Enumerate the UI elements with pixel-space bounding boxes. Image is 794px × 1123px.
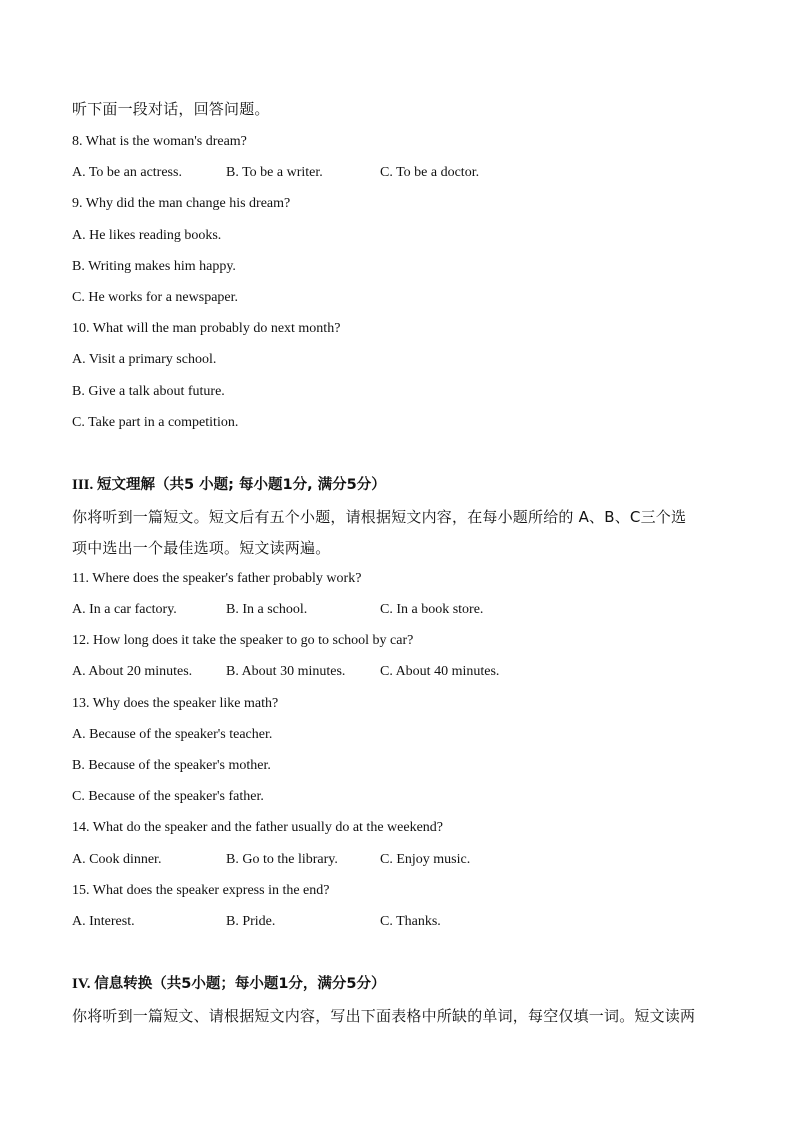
option-b: B. To be a writer. [226,165,323,180]
option-c: C. In a book store. [380,602,484,617]
question-11: 11. Where does the speaker's father probably work? [72,571,362,586]
option-b: B. Give a talk about future. [72,384,225,399]
option-a: A. About 20 minutes. [72,664,193,679]
question-9: 9. Why did the man change his dream? [72,196,291,211]
question-8-options [72,163,672,183]
option-c: C. To be a doctor. [380,165,480,180]
option-a: A. To be an actress. [72,165,182,180]
section-3-number: III. [72,477,98,493]
question-13: 13. Why does the speaker like math? [72,696,279,711]
option-a: A. Cook dinner. [72,852,162,867]
question-14: 14. What do the speaker and the father usually do at the weekend? [72,820,443,835]
question-15-options [72,912,672,932]
option-b: B. Go to the library. [226,852,338,867]
option-c: C. About 40 minutes. [380,664,500,679]
section-3-title [72,475,386,495]
option-a: A. Visit a primary school. [72,352,217,367]
question-12-options [72,662,672,682]
option-c: C. Because of the speaker's father. [72,789,264,804]
option-a: A. In a car factory. [72,602,177,617]
option-c: C. He works for a newspaper. [72,290,239,305]
question-15: 15. What does the speaker express in the end? [72,883,330,898]
question-11-options [72,600,672,620]
option-a: A. He likes reading books. [72,228,222,243]
option-b: B. Pride. [226,914,276,929]
option-a: A. Interest. [72,914,135,929]
option-b: B. Writing makes him happy. [72,259,236,274]
section-4-instruction-line-1: 你将听到一篇短文、请根据短文内容，写出下面表格中所缺的单词，每空仅填一词。短文读两 [72,1007,696,1025]
question-8: 8. What is the woman's dream? [72,134,247,149]
dialogue-instruction: 听下面一段对话，回答问题。 [72,100,270,118]
section-3-instruction-line-2: 项中选出一个最佳选项。短文读两遍。 [72,539,331,557]
option-b: B. About 30 minutes. [226,664,346,679]
option-a: A. Because of the speaker's teacher. [72,727,273,742]
section-3-title-text: 短文理解（共5 小题; 每小题1分, 满分5分） [97,477,386,493]
option-c: C. Thanks. [380,914,441,929]
section-4-title [72,974,386,994]
question-12: 12. How long does it take the speaker to go to school by car? [72,633,414,648]
question-10: 10. What will the man probably do next month? [72,321,341,336]
option-b: B. In a school. [226,602,308,617]
question-14-options [72,850,672,870]
section-4-number: IV. [72,976,95,992]
option-c: C. Take part in a competition. [72,415,239,430]
section-3-instruction-line-1: 你将听到一篇短文。短文后有五个小题，请根据短文内容，在每小题所给的 A、B、C三个选 [72,508,687,526]
option-b: B. Because of the speaker's mother. [72,758,271,773]
section-4-title-text: 信息转换（共5小题；每小题1分，满分5分） [94,976,386,992]
option-c: C. Enjoy music. [380,852,471,867]
